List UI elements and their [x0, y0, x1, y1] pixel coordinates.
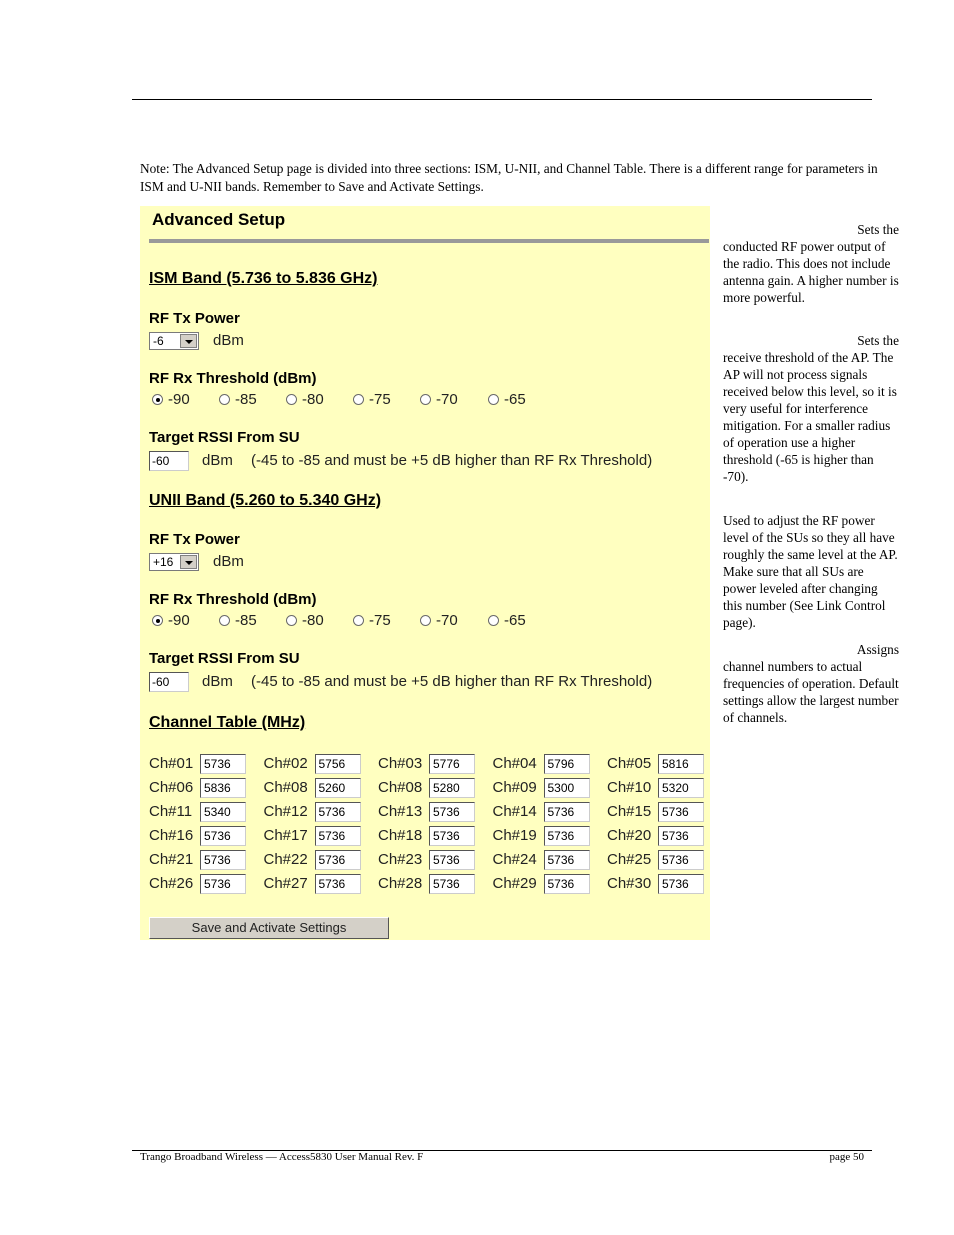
- unii-tx-power-label: RF Tx Power: [149, 531, 240, 548]
- channel-frequency-input[interactable]: 5736: [315, 850, 361, 870]
- ism-rssi-unit: dBm: [202, 452, 233, 469]
- channel-label: Ch#10: [607, 779, 652, 796]
- channel-label: Ch#16: [149, 827, 194, 844]
- channel-label: Ch#19: [492, 827, 537, 844]
- channel-frequency-input[interactable]: 5736: [200, 754, 246, 774]
- channel-frequency-input[interactable]: 5260: [315, 778, 361, 798]
- channel-label: Ch#06: [149, 779, 194, 796]
- radio-label: -90: [168, 391, 190, 408]
- side-note-rx-threshold: [723, 332, 899, 485]
- radio-label: -65: [504, 391, 526, 408]
- channel-frequency-input[interactable]: 5776: [429, 754, 475, 774]
- channel-label: Ch#01: [149, 755, 194, 772]
- side-note-text: Used to adjust the RF power level of the SUs so they all have roughly the same level at the AP. Make sure that all SUs are power leveled after changing this number (See Link Control page).: [723, 513, 898, 630]
- radio-label: -90: [168, 612, 190, 629]
- radio-button[interactable]: [420, 394, 431, 405]
- intro-note: Note: The Advanced Setup page is divided into three sections: ISM, U-NII, and Channel Table. There is a different range for parameters in ISM and U-NII bands. Remember to Save and Activate Settings.: [140, 161, 878, 194]
- channel-label: Ch#21: [149, 851, 194, 868]
- radio-label: -75: [369, 612, 391, 629]
- ism-tx-power-select[interactable]: [149, 332, 199, 350]
- channel-frequency-input[interactable]: 5736: [315, 874, 361, 894]
- side-note-lead: Assigns: [856, 642, 899, 657]
- side-note-rssi: [723, 512, 899, 631]
- channel-frequency-input[interactable]: 5736: [658, 874, 704, 894]
- radio-button[interactable]: [152, 394, 163, 405]
- channel-label: Ch#29: [492, 875, 537, 892]
- page-title: Advanced Setup: [152, 210, 286, 229]
- radio-label: -85: [235, 391, 257, 408]
- channel-label: Ch#20: [607, 827, 652, 844]
- channel-frequency-input[interactable]: 5736: [544, 826, 590, 846]
- unii-rssi-hint: (-45 to -85 and must be +5 dB higher than RF Rx Threshold): [251, 673, 653, 690]
- channel-frequency-input[interactable]: 5736: [544, 850, 590, 870]
- channel-label: Ch#18: [378, 827, 423, 844]
- channel-frequency-input[interactable]: 5736: [200, 826, 246, 846]
- channel-label: Ch#03: [378, 755, 423, 772]
- radio-button[interactable]: [420, 615, 431, 626]
- side-note-text: conducted RF power output of the radio. This does not include antenna gain. A higher number is more powerful.: [723, 239, 899, 305]
- side-note-lead: Sets the: [857, 333, 899, 348]
- radio-button[interactable]: [353, 615, 364, 626]
- channel-frequency-input[interactable]: 5736: [429, 826, 475, 846]
- channel-label: Ch#14: [492, 803, 537, 820]
- unii-tx-power-value: +16: [153, 555, 174, 569]
- radio-label: -80: [302, 612, 324, 629]
- channel-frequency-input[interactable]: 5340: [200, 802, 246, 822]
- footer-title: Trango Broadband Wireless — Access5830 User Manual Rev. F: [140, 1151, 424, 1163]
- page-number: page 50: [829, 1151, 864, 1163]
- channel-frequency-input[interactable]: 5736: [200, 874, 246, 894]
- radio-button[interactable]: [353, 394, 364, 405]
- channel-frequency-input[interactable]: 5280: [429, 778, 475, 798]
- unii-band-title: UNII Band (5.260 to 5.340 GHz): [149, 492, 382, 509]
- radio-label: -75: [369, 391, 391, 408]
- advanced-setup-panel: [140, 206, 710, 940]
- channel-label: Ch#24: [492, 851, 537, 868]
- channel-frequency-input[interactable]: 5836: [200, 778, 246, 798]
- unii-tx-power-unit: dBm: [213, 553, 244, 570]
- channel-label: Ch#08: [378, 779, 423, 796]
- unii-tx-power-select[interactable]: [149, 553, 199, 571]
- channel-frequency-input[interactable]: 5736: [429, 850, 475, 870]
- radio-button[interactable]: [219, 394, 230, 405]
- channel-label: Ch#05: [607, 755, 652, 772]
- channel-frequency-input[interactable]: 5736: [658, 850, 704, 870]
- channel-label: Ch#30: [607, 875, 652, 892]
- side-note-channel-table: [723, 641, 899, 726]
- chevron-down-icon[interactable]: [180, 334, 197, 348]
- header-rule: [132, 99, 872, 100]
- channel-frequency-input[interactable]: 5300: [544, 778, 590, 798]
- channel-label: Ch#04: [492, 755, 537, 772]
- unii-rx-threshold-label: RF Rx Threshold (dBm): [149, 591, 317, 608]
- channel-label: Ch#28: [378, 875, 423, 892]
- radio-label: -70: [436, 612, 458, 629]
- channel-label: Ch#25: [607, 851, 652, 868]
- ism-rssi-input[interactable]: -60: [149, 451, 189, 471]
- radio-label: -80: [302, 391, 324, 408]
- ism-tx-power-unit: dBm: [213, 332, 244, 349]
- channel-frequency-input[interactable]: 5736: [658, 802, 704, 822]
- channel-label: Ch#09: [492, 779, 537, 796]
- channel-frequency-input[interactable]: 5796: [544, 754, 590, 774]
- ism-tx-power-value: -6: [153, 334, 164, 348]
- channel-frequency-input[interactable]: 5736: [429, 802, 475, 822]
- radio-label: -65: [504, 612, 526, 629]
- unii-rssi-label: Target RSSI From SU: [149, 650, 300, 667]
- side-note-tx-power: [723, 221, 899, 306]
- save-activate-button[interactable]: Save and Activate Settings: [149, 917, 389, 939]
- channel-label: Ch#26: [149, 875, 194, 892]
- channel-frequency-input[interactable]: 5736: [200, 850, 246, 870]
- channel-label: Ch#17: [263, 827, 308, 844]
- channel-frequency-input[interactable]: 5736: [658, 826, 704, 846]
- channel-frequency-input[interactable]: 5320: [658, 778, 704, 798]
- title-divider: [149, 239, 709, 243]
- side-note-lead: Sets the: [857, 222, 899, 237]
- channel-frequency-input[interactable]: 5736: [544, 874, 590, 894]
- channel-label: Ch#08: [263, 779, 308, 796]
- channel-frequency-input[interactable]: 5756: [315, 754, 361, 774]
- channel-frequency-input[interactable]: 5736: [315, 826, 361, 846]
- side-note-text: channel numbers to actual frequencies of operation. Default settings allow the largest number of channels.: [723, 659, 899, 725]
- radio-button[interactable]: [152, 615, 163, 626]
- channel-table-title: Channel Table (MHz): [149, 714, 306, 731]
- radio-button[interactable]: [488, 394, 499, 405]
- channel-label: Ch#13: [378, 803, 423, 820]
- radio-button[interactable]: [219, 615, 230, 626]
- channel-label: Ch#22: [263, 851, 308, 868]
- ism-band-title: ISM Band (5.736 to 5.836 GHz): [149, 270, 378, 287]
- channel-label: Ch#12: [263, 803, 308, 820]
- channel-label: Ch#23: [378, 851, 423, 868]
- chevron-down-icon[interactable]: [180, 555, 197, 569]
- unii-rssi-unit: dBm: [202, 673, 233, 690]
- ism-tx-power-label: RF Tx Power: [149, 310, 240, 327]
- channel-frequency-input[interactable]: 5736: [429, 874, 475, 894]
- channel-frequency-input[interactable]: 5736: [544, 802, 590, 822]
- channel-frequency-input[interactable]: 5736: [315, 802, 361, 822]
- channel-label: Ch#02: [263, 755, 308, 772]
- radio-button[interactable]: [488, 615, 499, 626]
- radio-label: -85: [235, 612, 257, 629]
- channel-label: Ch#15: [607, 803, 652, 820]
- radio-button[interactable]: [286, 394, 297, 405]
- channel-frequency-input[interactable]: 5816: [658, 754, 704, 774]
- channel-label: Ch#11: [149, 803, 193, 820]
- radio-label: -70: [436, 391, 458, 408]
- radio-button[interactable]: [286, 615, 297, 626]
- ism-rssi-label: Target RSSI From SU: [149, 429, 300, 446]
- unii-rssi-input[interactable]: -60: [149, 672, 189, 692]
- channel-table: [149, 754, 709, 904]
- channel-label: Ch#27: [263, 875, 308, 892]
- ism-rx-threshold-label: RF Rx Threshold (dBm): [149, 370, 317, 387]
- side-note-text: receive threshold of the AP. The AP will not process signals received below this level, so it is very useful for interference mitigation. For a smaller radius of operation use a higher threshold (-65 is higher than -70).: [723, 350, 897, 484]
- ism-rssi-hint: (-45 to -85 and must be +5 dB higher than RF Rx Threshold): [251, 452, 653, 469]
